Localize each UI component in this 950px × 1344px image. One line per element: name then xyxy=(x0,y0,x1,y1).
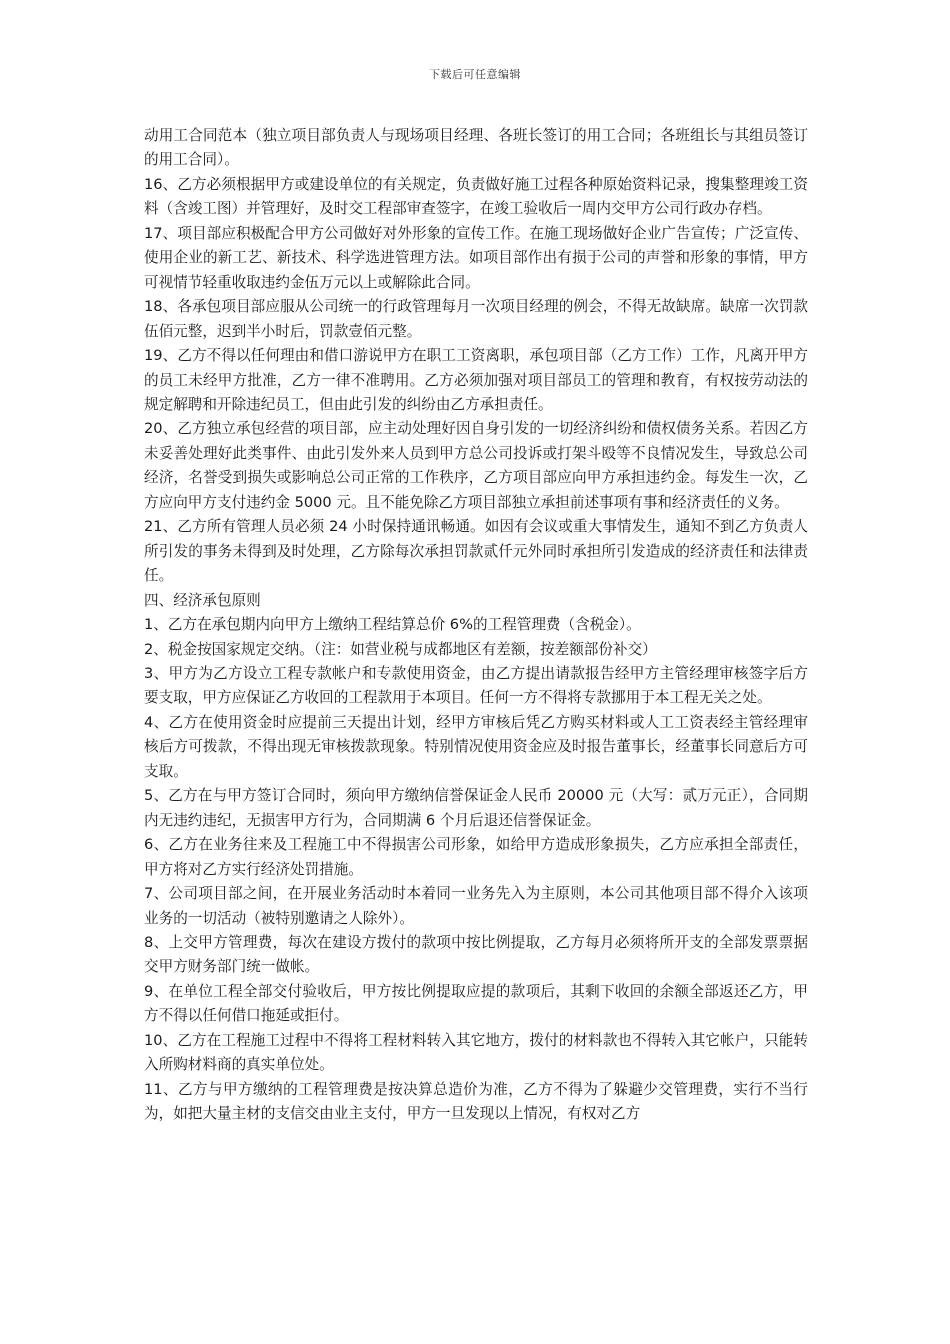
document-body xyxy=(144,124,808,1127)
paragraph-principle-4: 4、乙方在使用资金时应提前三天提出计划，经甲方审核后凭乙方购买材料或人工工资表经主管经理审核后方可拨款，不得出现无审核拨款现象。特别情况使用资金应及时报告董事长，经董事长同意后方可支取。 xyxy=(144,713,808,780)
paragraph-principle-1: 1、乙方在承包期内向甲方上缴纳工程结算总价 6%的工程管理费（含税金）。 xyxy=(144,616,641,634)
paragraph-principle-3: 3、甲方为乙方设立工程专款帐户和专款使用资金，由乙方提出请款报告经甲方主管经理审核签字后方要支取，甲方应保证乙方收回的工程款用于本项目。任何一方不得将专款挪用于本工程无关之处。 xyxy=(144,664,808,707)
paragraph-principle-6: 6、乙方在业务往来及工程施工中不得损害公司形象，如给甲方造成形象损失，乙方应承担全部责任，甲方将对乙方实行经济处罚措施。 xyxy=(144,836,808,878)
paragraph-principle-2: 2、税金按国家规定交纳。（注：如营业税与成都地区有差额，按差额部份补交） xyxy=(144,640,657,658)
paragraph-clause-18: 18、各承包项目部应服从公司统一的行政管理每月一次项目经理的例会，不得无故缺席。缺席一次罚款伍佰元整，迟到半小时后，罚款壹佰元整。 xyxy=(144,298,808,340)
paragraph-continuation: 动用工合同范本（独立项目部负责人与现场项目经理、各班长签订的用工合同；各班组长与其组员签订的用工合同）。 xyxy=(144,127,808,169)
paragraph-clause-21: 21、乙方所有管理人员必须 24 小时保持通讯畅通。如因有会议或重大事情发生，通知不到乙方负责人所引发的事务未得到及时处理，乙方除每次承担罚款贰仟元外同时承担所引发造成的经济责任和法律责任。 xyxy=(144,518,808,585)
paragraph-principle-7: 7、公司项目部之间，在开展业务活动时本着同一业务先入为主原则，本公司其他项目部不得介入该项业务的一切活动（被特别邀请之人除外）。 xyxy=(144,885,808,927)
paragraph-clause-20: 20、乙方独立承包经营的项目部，应主动处理好因自身引发的一切经济纠纷和债权债务关系。若因乙方未妥善处理好此类事件、由此引发外来人员到甲方总公司投诉或打架斗殴等不良情况发生，导致总公司经济，名誉受到损失或影响总公司正常的工作秩序，乙方项目部应向甲方承担违约金。每发生一次，乙方应向甲方支付违约金 5000 元。且不能免除乙方项目部独立承担前述事项有事和经济责任的义务。 xyxy=(144,420,808,511)
paragraph-clause-19: 19、乙方不得以任何理由和借口游说甲方在职工工资离职，承包项目部（乙方工作）工作，凡离开甲方的员工未经甲方批准，乙方一律不准聘用。乙方必须加强对项目部员工的管理和教育，有权按劳动法的规定解聘和开除违纪员工，但由此引发的纠纷由乙方承担责任。 xyxy=(144,347,808,413)
paragraph-principle-11: 11、乙方与甲方缴纳的工程管理费是按决算总造价为准，乙方不得为了躲避少交管理费，实行不当行为，如把大量主材的支信交由业主支付，甲方一旦发现以上情况，有权对乙方 xyxy=(144,1080,808,1123)
paragraph-principle-5: 5、乙方在与甲方签订合同时，须向甲方缴纳信誉保证金人民币 20000 元（大写：贰万元正），合同期内无违约违纪，无损害甲方行为，合同期满 6 个月后退还信誉保证金。 xyxy=(144,787,808,829)
paragraph-clause-16: 16、乙方必须根据甲方或建设单位的有关规定，负责做好施工过程各种原始资料记录，搜集整理竣工资料（含竣工图）并管理好，及时交工程部审查签字，在竣工验收后一周内交甲方公司行政办存档。 xyxy=(144,175,808,218)
paragraph-principle-10: 10、乙方在工程施工过程中不得将工程材料转入其它地方，拨付的材料款也不得转入其它帐户，只能转入所购材料商的真实单位处。 xyxy=(144,1031,808,1074)
paragraph-clause-17: 17、项目部应积极配合甲方公司做好对外形象的宣传工作。在施工现场做好企业广告宣传；广泛宣传、使用企业的新工艺、新技术、科学选进管理方法。如项目部作出有损于公司的声誉和形象的事情，甲方可视情节轻重收取违约金伍万元以上或解除此合同。 xyxy=(144,224,808,291)
section-heading-economic-principles: 四、经济承包原则 xyxy=(144,591,261,609)
paragraph-principle-8: 8、上交甲方管理费，每次在建设方拨付的款项中按比例提取，乙方每月必须将所开支的全部发票票据交甲方财务部门统一做帐。 xyxy=(144,933,808,976)
page-header-note: 下载后可任意编辑 xyxy=(429,68,521,81)
paragraph-principle-9: 9、在单位工程全部交付验收后，甲方按比例提取应提的款项后，其剩下收回的余额全部返还乙方，甲方不得以任何借口拖延或拒付。 xyxy=(144,982,808,1025)
